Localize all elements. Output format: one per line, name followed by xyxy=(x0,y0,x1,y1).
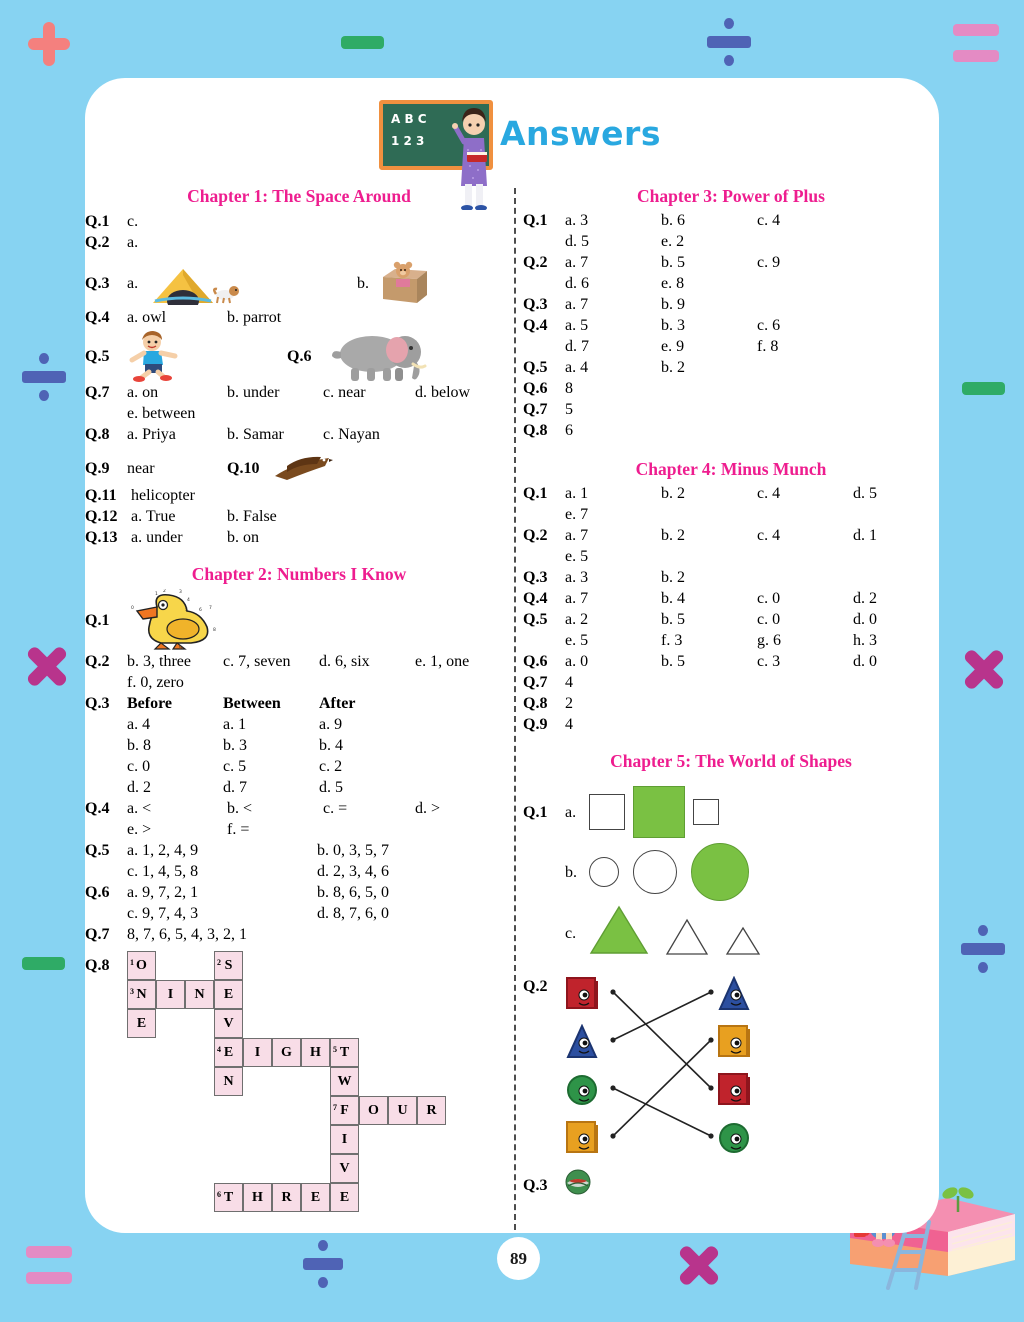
answer-cell: a. 2 xyxy=(565,611,589,628)
answer-cell: c. xyxy=(565,924,577,942)
question-label: Q.8 xyxy=(85,426,110,443)
answer-cell: b. 2 xyxy=(661,527,685,544)
answer-cell: d. 1 xyxy=(853,527,877,544)
question-label: Q.7 xyxy=(523,674,548,691)
answer-row xyxy=(85,882,513,903)
crossword-grid xyxy=(127,951,467,1219)
answer-row xyxy=(523,904,939,962)
answer-cell: 5 xyxy=(565,401,573,418)
page-header xyxy=(85,78,939,183)
crossword-cell: W xyxy=(330,1067,359,1096)
answer-row xyxy=(85,819,513,840)
answer-cell: a. on xyxy=(127,384,159,401)
table-row xyxy=(85,735,513,756)
crossword-cell: E xyxy=(301,1183,330,1212)
crossword-cell: I xyxy=(243,1038,272,1067)
answer-cell: b. 6 xyxy=(661,212,685,229)
answer-cell: 8, 7, 6, 5, 4, 3, 2, 1 xyxy=(127,926,247,943)
answers-page-card xyxy=(85,78,939,1233)
answer-cell: g. 6 xyxy=(757,632,781,649)
answer-cell: a. 7 xyxy=(565,254,589,271)
answer-cell: a. owl xyxy=(127,309,167,326)
question-label: Q.1 xyxy=(523,485,548,502)
answer-cell: d. 0 xyxy=(853,653,877,670)
answer-row xyxy=(85,232,513,253)
answer-row xyxy=(523,315,939,336)
answer-cell: a. True xyxy=(131,508,176,525)
answer-row xyxy=(523,784,939,840)
decoration-multiply-bottom xyxy=(678,1244,720,1286)
answer-cell: 2 xyxy=(565,695,573,712)
table-cell: b. 4 xyxy=(319,737,343,754)
answer-cell: e. 8 xyxy=(661,275,685,292)
question-label: Q.6 xyxy=(85,884,110,901)
answer-cell: e. 2 xyxy=(661,233,685,250)
question-label: Q.1 xyxy=(523,212,548,229)
crossword-cell: H xyxy=(243,1183,272,1212)
answer-row xyxy=(523,1170,939,1200)
answer-row xyxy=(523,672,939,693)
question-label: Q.2 xyxy=(523,527,548,544)
question-label: Q.7 xyxy=(85,926,110,943)
svg-text:7: 7 xyxy=(209,606,212,611)
table-cell: b. 3 xyxy=(223,737,247,754)
answer-cell: near xyxy=(127,459,155,477)
answer-cell: a. 5 xyxy=(565,317,589,334)
crossword-cell: H xyxy=(301,1038,330,1067)
left-column xyxy=(85,186,513,1219)
answer-row xyxy=(523,567,939,588)
crossword-cell: R xyxy=(272,1183,301,1212)
answer-cell: 6 xyxy=(565,422,573,439)
answer-cell: e. 5 xyxy=(565,632,589,649)
answer-cell: a. xyxy=(127,274,139,292)
decoration-equals-bottom-left xyxy=(26,1246,72,1286)
answer-cell: a. 0 xyxy=(565,653,589,670)
question-label: Q.5 xyxy=(85,347,110,365)
chapter-2-title: Chapter 2: Numbers I Know xyxy=(191,564,407,584)
answer-row xyxy=(523,504,939,525)
question-label: Q.1 xyxy=(523,803,548,821)
answer-cell: e. 1, one xyxy=(415,653,470,670)
answer-row xyxy=(523,420,939,441)
answer-cell: e. 5 xyxy=(565,548,589,565)
answer-row xyxy=(85,485,513,506)
answer-row xyxy=(85,506,513,527)
question-label: Q.6 xyxy=(287,347,312,365)
decoration-division-left xyxy=(22,353,66,401)
table-cell: c. 0 xyxy=(127,758,151,775)
question-label: Q.2 xyxy=(85,653,110,670)
question-label: Q.2 xyxy=(523,978,548,995)
answer-cell: b. under xyxy=(227,384,280,401)
answer-row xyxy=(523,357,939,378)
right-column xyxy=(523,186,939,1200)
answer-row xyxy=(85,451,513,485)
chapter-1-title: Chapter 1: The Space Around xyxy=(187,186,411,206)
answer-row xyxy=(523,231,939,252)
answer-cell: c. 9 xyxy=(757,254,781,271)
question-label: Q.3 xyxy=(523,1176,548,1194)
answer-row xyxy=(85,798,513,819)
answer-cell: d. 0 xyxy=(853,611,877,628)
answer-cell: b. 0, 3, 5, 7 xyxy=(317,842,389,859)
question-label: Q.3 xyxy=(85,695,110,712)
answer-cell: f. 3 xyxy=(661,632,683,649)
table-cell: a. 1 xyxy=(223,716,247,733)
table-cell: d. 5 xyxy=(319,779,343,796)
answer-cell: f. = xyxy=(227,821,250,838)
crossword-cell: T 6 xyxy=(214,1183,243,1212)
crossword-cell: E 4 xyxy=(214,1038,243,1067)
answer-cell: d. 7 xyxy=(565,338,589,355)
answer-row xyxy=(85,589,513,651)
answer-cell: d. 5 xyxy=(565,233,589,250)
decoration-multiply-left xyxy=(26,645,68,687)
decoration-minus-right xyxy=(962,382,1005,395)
answer-cell: d. > xyxy=(415,800,441,817)
answer-row xyxy=(85,382,513,403)
table-cell: c. 5 xyxy=(223,758,247,775)
question-label: Q.13 xyxy=(85,529,118,546)
answer-cell: c. 6 xyxy=(757,317,781,334)
decoration-multiply-right xyxy=(963,648,1005,690)
boy-running-image xyxy=(127,330,183,382)
answer-cell: c. 0 xyxy=(757,611,781,628)
tent-with-dog-image xyxy=(143,261,253,305)
question-label: Q.7 xyxy=(85,384,110,401)
crossword-cell: E xyxy=(330,1183,359,1212)
column-header: After xyxy=(319,695,356,712)
answer-row xyxy=(85,861,513,882)
table-cell: b. 8 xyxy=(127,737,151,754)
answer-cell: a. Priya xyxy=(127,426,176,443)
question-label: Q.5 xyxy=(85,842,110,859)
crossword-clue-number: 1 xyxy=(130,958,134,967)
answer-cell: f. 0, zero xyxy=(127,674,184,691)
answer-cell: h. 3 xyxy=(853,632,877,649)
answer-cell: d. 6 xyxy=(565,275,589,292)
answer-cell: b. 5 xyxy=(661,611,685,628)
matching-diagram xyxy=(565,972,765,1168)
square-shape xyxy=(633,786,685,838)
answer-row xyxy=(85,651,513,672)
dot-to-dot-duck-image xyxy=(127,589,227,651)
answer-cell: a. 7 xyxy=(565,590,589,607)
answer-cell: c. near xyxy=(323,384,366,401)
crossword-cell: F 7 xyxy=(330,1096,359,1125)
answer-row xyxy=(523,840,939,904)
answer-cell: b. on xyxy=(227,529,259,546)
answer-row xyxy=(523,273,939,294)
page-number: 89 xyxy=(497,1237,540,1280)
table-row xyxy=(85,756,513,777)
teddy-in-box-image xyxy=(373,259,437,307)
column-header: Before xyxy=(127,695,173,712)
question-label: Q.5 xyxy=(523,359,548,376)
answer-row xyxy=(85,672,513,693)
chapter-3-title: Chapter 3: Power of Plus xyxy=(637,186,825,206)
circle-shape xyxy=(633,850,677,894)
column-divider xyxy=(514,188,516,1230)
answer-row xyxy=(523,546,939,567)
square-shape xyxy=(693,799,719,825)
question-label: Q.4 xyxy=(523,590,548,607)
question-label: Q.8 xyxy=(85,957,110,974)
answer-cell: c. 9, 7, 4, 3 xyxy=(127,905,199,922)
svg-text:4: 4 xyxy=(187,598,190,603)
page-title: Answers xyxy=(500,114,661,153)
question-label: Q.2 xyxy=(85,234,110,251)
triangle-shape xyxy=(725,926,761,962)
crossword-clue-number: 4 xyxy=(217,1045,221,1054)
answer-row xyxy=(523,252,939,273)
answer-cell: e. > xyxy=(127,821,152,838)
answer-cell: f. 8 xyxy=(757,338,779,355)
flying-bird-image xyxy=(273,452,333,484)
answer-cell: b. 8, 6, 5, 0 xyxy=(317,884,389,901)
crossword-cell: V xyxy=(330,1154,359,1183)
answer-row xyxy=(523,714,939,735)
crossword-cell: S 2 xyxy=(214,951,243,980)
crossword-cell: E xyxy=(214,980,243,1009)
answer-row xyxy=(523,399,939,420)
answer-cell: b. 2 xyxy=(661,569,685,586)
answer-cell: a. under xyxy=(131,529,183,546)
answer-cell: a. 4 xyxy=(565,359,589,376)
answer-cell: b. 3, three xyxy=(127,653,191,670)
answer-row xyxy=(85,924,513,945)
decoration-division-right xyxy=(961,925,1005,973)
question-label: Q.2 xyxy=(523,254,548,271)
svg-text:5: 5 xyxy=(185,608,188,613)
question-label: Q.12 xyxy=(85,508,118,525)
question-label: Q.11 xyxy=(85,487,117,504)
triangle-shape xyxy=(589,904,649,962)
chapter-4-title: Chapter 4: Minus Munch xyxy=(635,459,827,479)
table-row xyxy=(85,714,513,735)
svg-text:2: 2 xyxy=(163,589,166,594)
answer-row xyxy=(523,483,939,504)
question-label: Q.1 xyxy=(85,611,110,629)
answer-row xyxy=(523,378,939,399)
answer-cell: a. 1 xyxy=(565,485,589,502)
answer-cell: d. 5 xyxy=(853,485,877,502)
answer-row xyxy=(523,693,939,714)
decoration-plus-top-left xyxy=(28,22,70,66)
answer-cell: e. 9 xyxy=(661,338,685,355)
svg-text:8: 8 xyxy=(213,628,216,633)
question-label: Q.9 xyxy=(523,716,548,733)
answer-cell: b. 5 xyxy=(661,653,685,670)
crossword-cell: N 3 xyxy=(127,980,156,1009)
answer-cell: d. 2 xyxy=(853,590,877,607)
answer-row xyxy=(523,651,939,672)
answer-row xyxy=(85,330,513,382)
decoration-minus-top xyxy=(341,36,384,49)
crossword-clue-number: 2 xyxy=(217,958,221,967)
square-shape xyxy=(589,794,625,830)
answer-cell: a. 7 xyxy=(565,527,589,544)
answer-cell: b. xyxy=(565,863,577,881)
answer-row xyxy=(523,972,939,1168)
answer-cell: b. < xyxy=(227,800,253,817)
question-label: Q.4 xyxy=(523,317,548,334)
answer-row xyxy=(85,693,513,714)
answer-cell: c. 7, seven xyxy=(223,653,291,670)
green-ball-image xyxy=(565,1169,591,1201)
answer-cell: d. 8, 7, 6, 0 xyxy=(317,905,389,922)
crossword-cell: R xyxy=(417,1096,446,1125)
answer-cell: b. 3 xyxy=(661,317,685,334)
answer-cell: c. 4 xyxy=(757,527,781,544)
answer-row xyxy=(85,424,513,445)
question-label: Q.3 xyxy=(85,274,110,292)
answer-cell: 4 xyxy=(565,674,573,691)
answer-cell: c. xyxy=(127,213,139,230)
svg-text:1: 1 xyxy=(155,592,158,597)
svg-text:9: 9 xyxy=(179,646,182,651)
crossword-clue-number: 3 xyxy=(130,987,134,996)
answer-cell: helicopter xyxy=(131,487,195,504)
table-cell: d. 2 xyxy=(127,779,151,796)
answer-row xyxy=(523,294,939,315)
answer-cell: a. < xyxy=(127,800,152,817)
crossword-cell: V xyxy=(214,1009,243,1038)
table-cell: d. 7 xyxy=(223,779,247,796)
table-row xyxy=(85,777,513,798)
question-label: Q.9 xyxy=(85,459,110,477)
table-cell: c. 2 xyxy=(319,758,343,775)
question-label: Q.3 xyxy=(523,296,548,313)
answer-cell: d. 6, six xyxy=(319,653,370,670)
answer-row xyxy=(523,588,939,609)
question-label: Q.6 xyxy=(523,653,548,670)
answer-row xyxy=(523,630,939,651)
answer-cell: c. 3 xyxy=(757,653,781,670)
answer-row xyxy=(523,336,939,357)
answer-cell: a. xyxy=(127,234,139,251)
answer-row xyxy=(85,527,513,548)
answer-row xyxy=(523,210,939,231)
answer-cell: b. 2 xyxy=(661,359,685,376)
elephant-image xyxy=(327,330,433,382)
crossword-cell: N xyxy=(214,1067,243,1096)
crossword-cell: G xyxy=(272,1038,301,1067)
answer-row xyxy=(85,951,513,1219)
question-label: Q.4 xyxy=(85,309,110,326)
decoration-division-bottom xyxy=(303,1240,343,1288)
answer-row xyxy=(85,903,513,924)
svg-text:3: 3 xyxy=(179,590,182,595)
answer-cell: c. = xyxy=(323,800,348,817)
circle-shape xyxy=(691,843,749,901)
crossword-clue-number: 7 xyxy=(333,1103,337,1112)
svg-text:6: 6 xyxy=(199,608,202,613)
question-label: Q.6 xyxy=(523,380,548,397)
question-label: Q.7 xyxy=(523,401,548,418)
answer-cell: c. 0 xyxy=(757,590,781,607)
question-label: Q.1 xyxy=(85,213,110,230)
table-cell: a. 9 xyxy=(319,716,343,733)
crossword-clue-number: 5 xyxy=(333,1045,337,1054)
crossword-cell: I xyxy=(156,980,185,1009)
crossword-cell: E xyxy=(127,1009,156,1038)
crossword-cell: O xyxy=(359,1096,388,1125)
answer-row xyxy=(85,403,513,424)
chapter-5-title: Chapter 5: The World of Shapes xyxy=(610,751,852,771)
answer-cell: a. 7 xyxy=(565,296,589,313)
answer-cell: 4 xyxy=(565,716,573,733)
answer-row xyxy=(523,525,939,546)
answer-row xyxy=(85,211,513,232)
answer-cell: a. xyxy=(565,803,577,821)
answer-cell: c. 4 xyxy=(757,485,781,502)
answer-cell: b. 9 xyxy=(661,296,685,313)
crossword-cell: U xyxy=(388,1096,417,1125)
question-label: Q.8 xyxy=(523,422,548,439)
answer-cell: 8 xyxy=(565,380,573,397)
question-label: Q.8 xyxy=(523,695,548,712)
decoration-minus-left xyxy=(22,957,65,970)
question-label: Q.10 xyxy=(227,459,260,477)
crossword-cell: O 1 xyxy=(127,951,156,980)
answer-cell: a. 1, 2, 4, 9 xyxy=(127,842,199,859)
answer-cell: e. 7 xyxy=(565,506,589,523)
answer-cell: a. 3 xyxy=(565,569,589,586)
answer-cell: c. 1, 4, 5, 8 xyxy=(127,863,199,880)
svg-text:0: 0 xyxy=(131,606,134,611)
answer-row xyxy=(523,609,939,630)
answer-cell: b. False xyxy=(227,508,277,525)
answer-cell: b. parrot xyxy=(227,309,282,326)
answer-cell: b. 5 xyxy=(661,254,685,271)
answer-cell: c. Nayan xyxy=(323,426,380,443)
question-label: Q.3 xyxy=(523,569,548,586)
answer-row xyxy=(85,307,513,328)
column-header: Between xyxy=(223,695,281,712)
decoration-equals-top-right xyxy=(953,24,999,64)
answer-cell: a. 9, 7, 2, 1 xyxy=(127,884,199,901)
question-label: Q.5 xyxy=(523,611,548,628)
question-label: Q.4 xyxy=(85,800,110,817)
answer-row xyxy=(85,840,513,861)
table-cell: a. 4 xyxy=(127,716,151,733)
answer-cell: b. xyxy=(357,274,369,292)
answer-cell: b. 2 xyxy=(661,485,685,502)
answer-cell: b. 4 xyxy=(661,590,685,607)
circle-shape xyxy=(589,857,619,887)
answer-cell: e. between xyxy=(127,405,196,422)
crossword-clue-number: 6 xyxy=(217,1190,221,1199)
blackboard-letters: A B C xyxy=(391,112,427,126)
matching-lines xyxy=(565,972,765,1168)
triangle-shape xyxy=(665,918,709,962)
blackboard-numbers: 1 2 3 xyxy=(391,134,425,148)
answer-cell: c. 4 xyxy=(757,212,781,229)
decoration-division-top xyxy=(707,18,751,66)
crossword-cell: T 5 xyxy=(330,1038,359,1067)
crossword-cell: N xyxy=(185,980,214,1009)
answer-cell: d. below xyxy=(415,384,471,401)
answer-cell: a. 3 xyxy=(565,212,589,229)
answer-cell: b. Samar xyxy=(227,426,284,443)
crossword-cell: I xyxy=(330,1125,359,1154)
answer-cell: d. 2, 3, 4, 6 xyxy=(317,863,389,880)
answer-row xyxy=(85,261,513,305)
